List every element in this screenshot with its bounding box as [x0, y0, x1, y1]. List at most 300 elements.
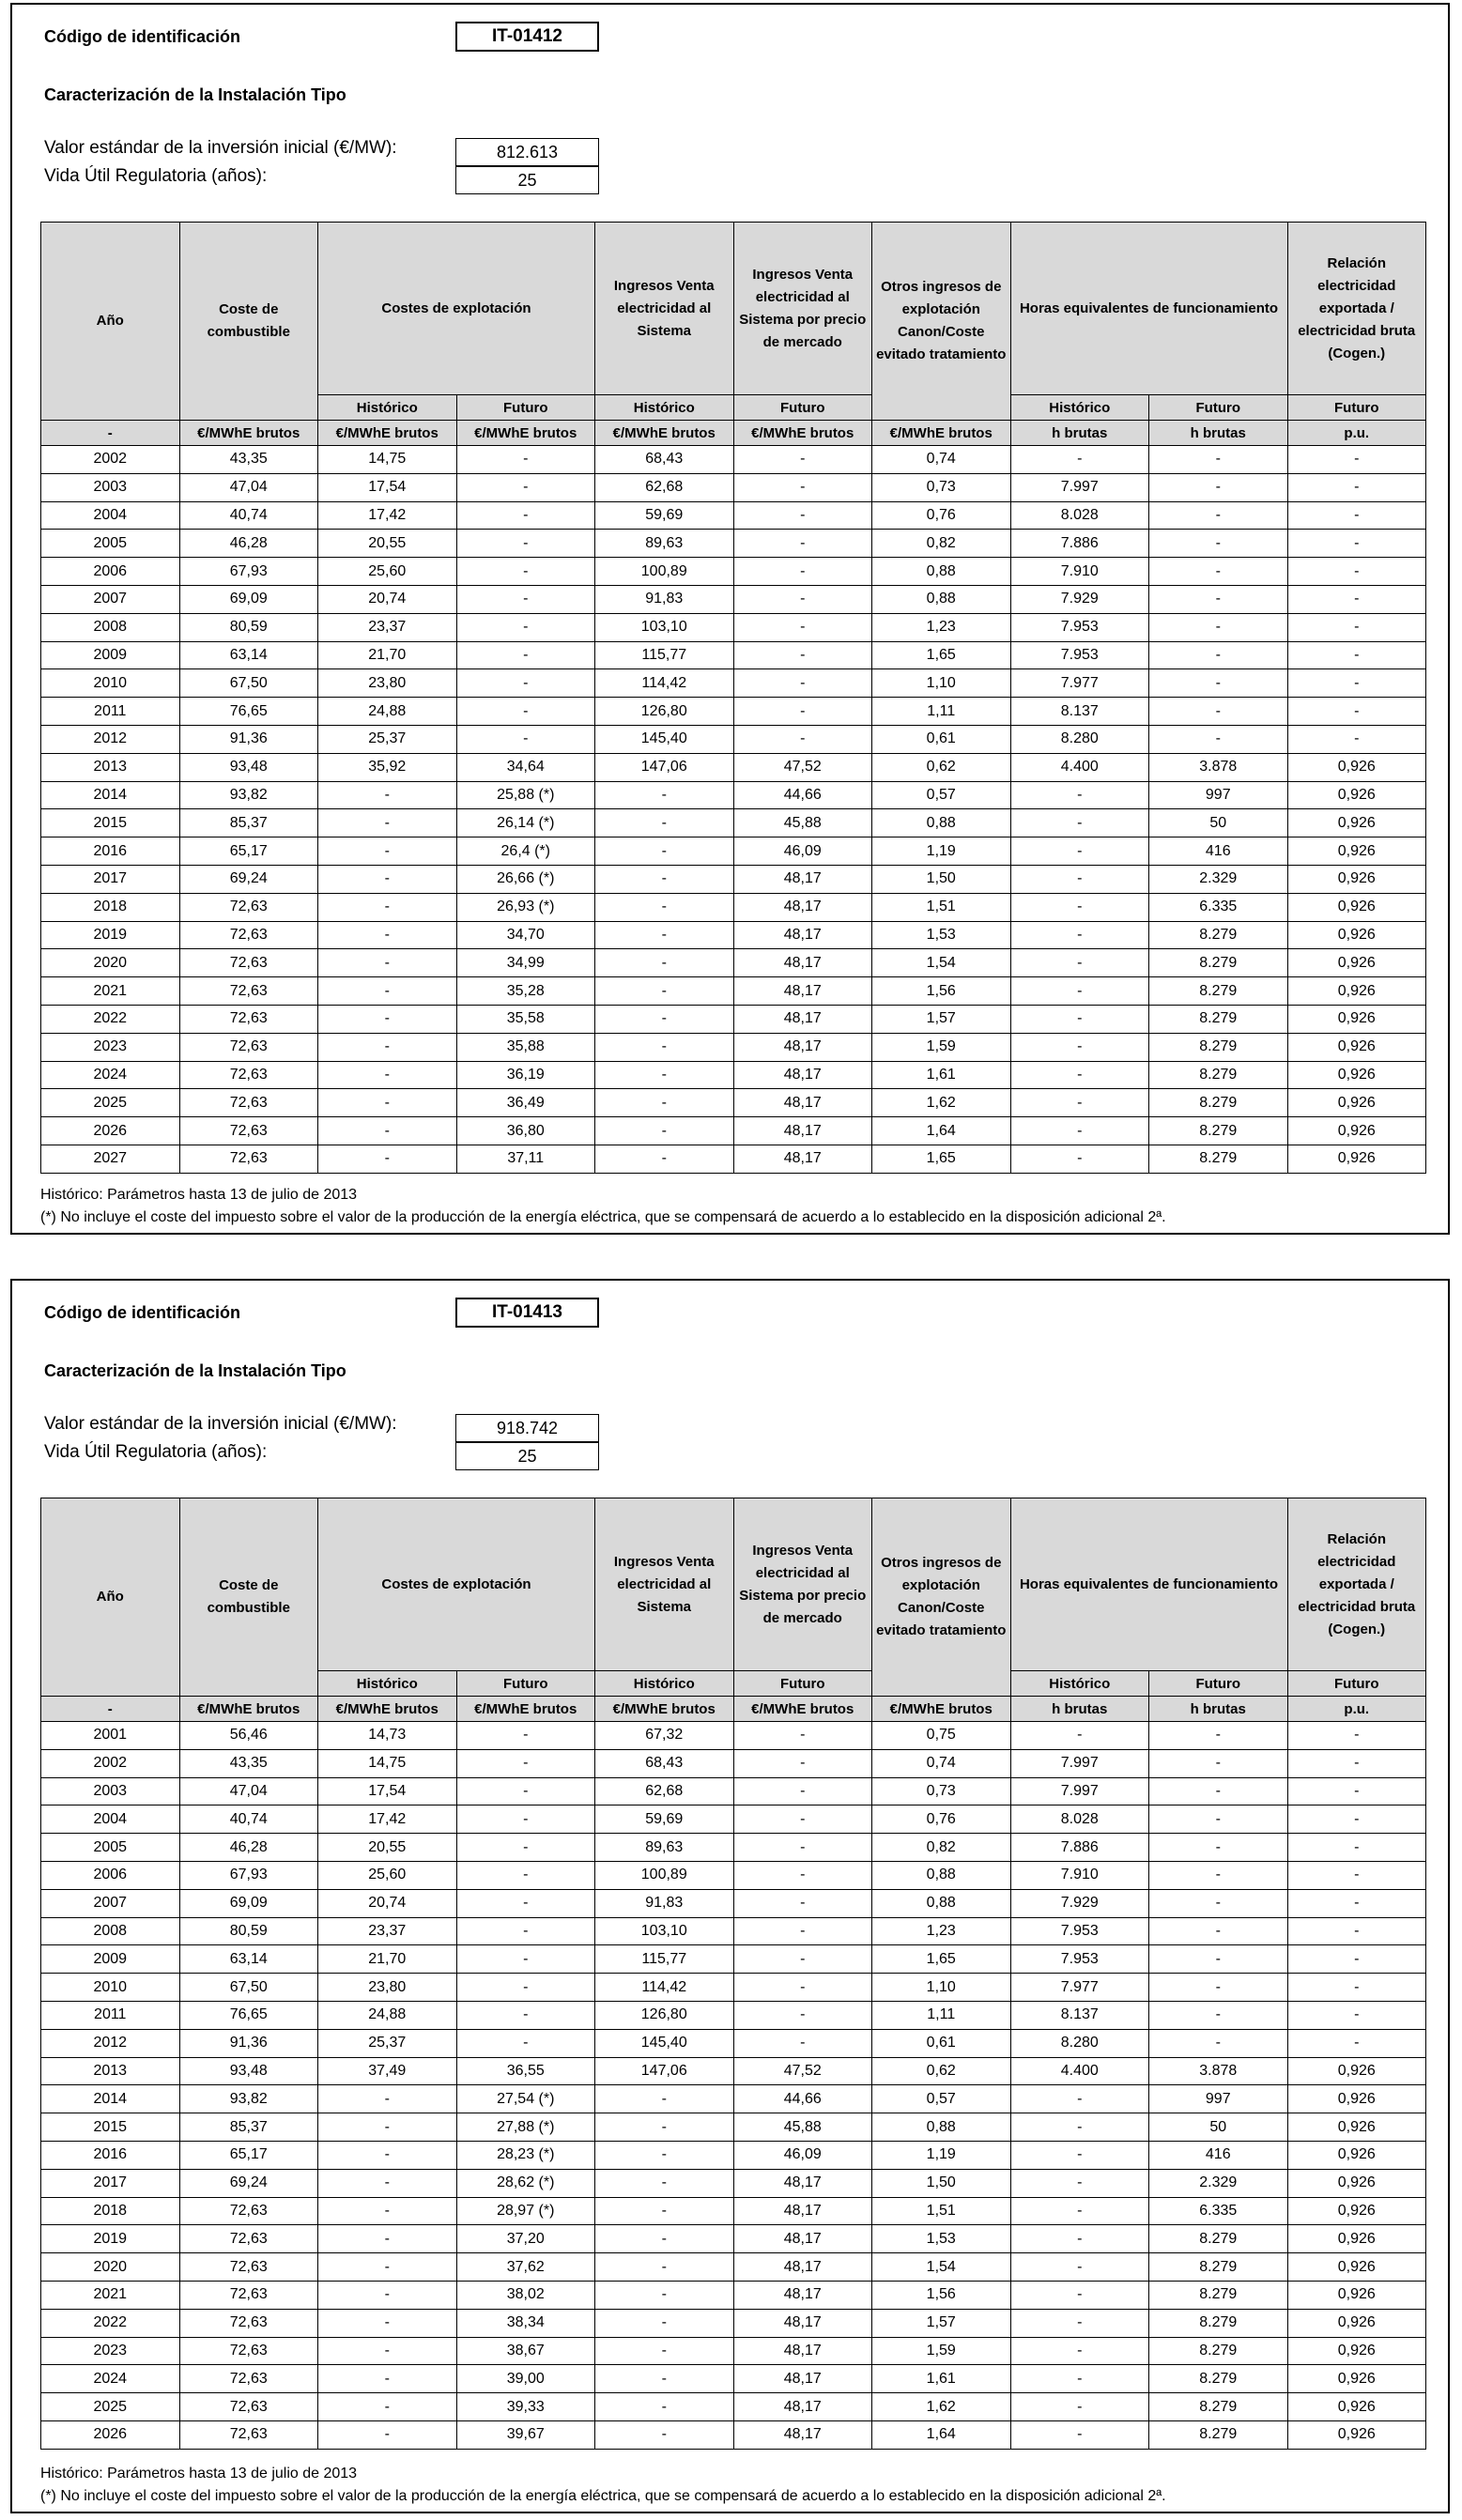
table-cell: 76,65	[179, 2001, 318, 2029]
table-cell: 1,64	[872, 2420, 1011, 2449]
table-cell: 36,55	[456, 2057, 595, 2085]
table-cell: 6.335	[1149, 893, 1288, 921]
table-cell: 44,66	[733, 2085, 872, 2113]
table-cell: 7.886	[1010, 530, 1149, 558]
table-cell: 0,926	[1287, 2169, 1426, 2197]
table-cell: 2017	[41, 865, 180, 893]
table-cell: 2006	[41, 1861, 180, 1889]
table-cell: 2026	[41, 2420, 180, 2449]
table-cell: 2018	[41, 2197, 180, 2225]
table-cell: 72,63	[179, 2365, 318, 2393]
table-row	[41, 2029, 1426, 2057]
table-cell: 0,926	[1287, 2281, 1426, 2309]
col-unit: h brutas	[1149, 1697, 1288, 1722]
table-cell: 89,63	[595, 530, 734, 558]
col-header-other-income: Otros ingresos de explotación Canon/Coste evitado tratamiento	[872, 1498, 1011, 1697]
table-cell: 114,42	[595, 1974, 734, 2002]
table-cell: -	[318, 1117, 457, 1145]
table-row	[41, 921, 1426, 949]
table-row	[41, 585, 1426, 613]
col-subheader: Futuro	[1287, 1671, 1426, 1697]
table-row	[41, 977, 1426, 1006]
table-cell: 0,926	[1287, 2057, 1426, 2085]
table-cell: -	[318, 2281, 457, 2309]
table-cell: 1,62	[872, 1089, 1011, 1117]
life-label: Vida Útil Regulatoria (años):	[44, 1442, 268, 1462]
table-cell: 0,88	[872, 558, 1011, 586]
table-cell: -	[456, 1861, 595, 1889]
table-cell: 38,34	[456, 2309, 595, 2337]
table-cell: 8.279	[1149, 2253, 1288, 2282]
table-cell: 24,88	[318, 2001, 457, 2029]
table-cell: 72,63	[179, 1061, 318, 1089]
table-cell: 20,55	[318, 1834, 457, 1862]
table-cell: 0,926	[1287, 2225, 1426, 2253]
table-cell: -	[318, 2113, 457, 2142]
table-cell: 36,80	[456, 1117, 595, 1145]
table-cell: -	[733, 698, 872, 726]
table-cell: -	[318, 949, 457, 977]
table-cell: 91,83	[595, 585, 734, 613]
table-row	[41, 2309, 1426, 2337]
table-cell: 8.279	[1149, 1061, 1288, 1089]
col-header-year: Año	[41, 223, 180, 421]
table-cell: 1,54	[872, 949, 1011, 977]
table-cell: 63,14	[179, 641, 318, 669]
table-cell: 1,61	[872, 1061, 1011, 1089]
table-cell: -	[1010, 2085, 1149, 2113]
table-cell: -	[318, 1005, 457, 1033]
table-cell: -	[1010, 2113, 1149, 2142]
table-cell: -	[595, 2365, 734, 2393]
table-cell: 17,54	[318, 473, 457, 501]
table-row	[41, 1033, 1426, 1061]
table-cell: 100,89	[595, 1861, 734, 1889]
table-cell: 100,89	[595, 558, 734, 586]
table-cell: 2026	[41, 1117, 180, 1145]
table-cell: -	[1010, 1145, 1149, 1173]
installation-panel-2	[10, 1279, 1450, 2513]
table-cell: 27,88 (*)	[456, 2113, 595, 2142]
table-cell: 37,11	[456, 1145, 595, 1173]
table-row	[41, 2169, 1426, 2197]
table-row	[41, 2337, 1426, 2365]
table-cell: -	[733, 1834, 872, 1862]
note-historic: Histórico: Parámetros hasta 13 de julio de 2013	[40, 1187, 358, 1203]
table-cell: -	[733, 2029, 872, 2057]
table-cell: 1,10	[872, 669, 1011, 698]
table-cell: 2024	[41, 2365, 180, 2393]
table-cell: 35,88	[456, 1033, 595, 1061]
table-cell: -	[733, 1805, 872, 1834]
table-cell: 6.335	[1149, 2197, 1288, 2225]
table-cell: -	[1149, 1974, 1288, 2002]
table-cell: -	[1149, 558, 1288, 586]
table-cell: -	[1287, 1834, 1426, 1862]
table-cell: -	[456, 1945, 595, 1974]
table-cell: -	[1287, 1945, 1426, 1974]
table-cell: -	[733, 585, 872, 613]
table-cell: 0,926	[1287, 2420, 1426, 2449]
table-cell: 25,60	[318, 1861, 457, 1889]
table-cell: 8.279	[1149, 1005, 1288, 1033]
table-cell: 2015	[41, 2113, 180, 2142]
table-cell: 69,09	[179, 585, 318, 613]
section-title: Caracterización de la Instalación Tipo	[44, 85, 346, 104]
table-cell: 39,33	[456, 2393, 595, 2421]
table-cell: -	[1010, 2169, 1149, 2197]
table-cell: -	[733, 1889, 872, 1917]
table-cell: -	[1287, 446, 1426, 474]
table-cell: 72,63	[179, 1033, 318, 1061]
table-row	[41, 725, 1426, 753]
table-cell: 0,926	[1287, 2253, 1426, 2282]
col-header-sales-income: Ingresos Venta electricidad al Sistema	[595, 1498, 734, 1671]
table-cell: 43,35	[179, 446, 318, 474]
table-row	[41, 1861, 1426, 1889]
col-header-operating-costs: Costes de explotación	[318, 223, 595, 395]
table-cell: -	[318, 2337, 457, 2365]
table-cell: 72,63	[179, 2197, 318, 2225]
table-cell: 0,926	[1287, 1033, 1426, 1061]
table-cell: 35,58	[456, 1005, 595, 1033]
table-cell: 38,02	[456, 2281, 595, 2309]
table-cell: -	[318, 2420, 457, 2449]
table-cell: -	[1287, 1974, 1426, 2002]
table-cell: 2007	[41, 1889, 180, 1917]
table-cell: 416	[1149, 2141, 1288, 2169]
table-cell: 48,17	[733, 2253, 872, 2282]
col-subheader: Futuro	[733, 1671, 872, 1697]
table-cell: 1,56	[872, 2281, 1011, 2309]
table-cell: -	[318, 2085, 457, 2113]
table-cell: 17,42	[318, 1805, 457, 1834]
table-cell: -	[1010, 837, 1149, 866]
table-cell: 2010	[41, 1974, 180, 2002]
table-row	[41, 1749, 1426, 1777]
table-cell: -	[733, 1945, 872, 1974]
table-cell: -	[1010, 1722, 1149, 1750]
table-cell: 2025	[41, 1089, 180, 1117]
table-cell: -	[1149, 669, 1288, 698]
table-cell: -	[1010, 2420, 1149, 2449]
col-header-ratio: Relación electricidad exportada / electricidad bruta (Cogen.)	[1287, 223, 1426, 395]
table-cell: 47,52	[733, 2057, 872, 2085]
table-row	[41, 530, 1426, 558]
table-cell: -	[318, 809, 457, 837]
table-cell: 89,63	[595, 1834, 734, 1862]
table-cell: -	[733, 1917, 872, 1945]
note-historic: Histórico: Parámetros hasta 13 de julio de 2013	[40, 2466, 358, 2482]
table-cell: -	[595, 2337, 734, 2365]
table-cell: 0,57	[872, 2085, 1011, 2113]
table-cell: 37,20	[456, 2225, 595, 2253]
table-cell: -	[595, 809, 734, 837]
table-cell: 0,926	[1287, 753, 1426, 781]
table-cell: 0,88	[872, 1889, 1011, 1917]
table-cell: -	[318, 1145, 457, 1173]
table-cell: -	[1287, 1722, 1426, 1750]
table-cell: 7.910	[1010, 1861, 1149, 1889]
table-cell: 2005	[41, 1834, 180, 1862]
table-cell: 28,23 (*)	[456, 2141, 595, 2169]
table-cell: 38,67	[456, 2337, 595, 2365]
table-cell: -	[1287, 1805, 1426, 1834]
table-cell: -	[318, 1033, 457, 1061]
table-row	[41, 613, 1426, 641]
table-cell: -	[733, 2001, 872, 2029]
table-cell: 20,74	[318, 1889, 457, 1917]
table-cell: -	[595, 1145, 734, 1173]
table-cell: -	[1287, 1917, 1426, 1945]
table-cell: -	[595, 2169, 734, 2197]
table-cell: 8.279	[1149, 2337, 1288, 2365]
table-cell: -	[318, 2393, 457, 2421]
table-row	[41, 2253, 1426, 2282]
col-unit: h brutas	[1149, 421, 1288, 446]
table-cell: 56,46	[179, 1722, 318, 1750]
table-cell: 997	[1149, 2085, 1288, 2113]
table-cell: 25,37	[318, 725, 457, 753]
table-cell: -	[733, 669, 872, 698]
table-cell: -	[1149, 473, 1288, 501]
table-cell: 8.028	[1010, 501, 1149, 530]
col-subheader: Futuro	[1149, 1671, 1288, 1697]
table-cell: 8.279	[1149, 2309, 1288, 2337]
table-cell: 1,53	[872, 921, 1011, 949]
table-cell: 65,17	[179, 2141, 318, 2169]
table-cell: -	[1287, 558, 1426, 586]
table-cell: -	[318, 2253, 457, 2282]
table-cell: 7.886	[1010, 1834, 1149, 1862]
table-cell: 2014	[41, 2085, 180, 2113]
col-unit: €/MWhE brutos	[595, 421, 734, 446]
table-cell: 4.400	[1010, 753, 1149, 781]
table-cell: 126,80	[595, 2001, 734, 2029]
table-cell: 34,70	[456, 921, 595, 949]
table-cell: -	[1287, 1861, 1426, 1889]
table-cell: -	[733, 1722, 872, 1750]
table-cell: 48,17	[733, 1145, 872, 1173]
table-cell: 2020	[41, 949, 180, 977]
col-subheader: Futuro	[1287, 395, 1426, 421]
table-cell: -	[733, 1777, 872, 1805]
table-cell: 48,17	[733, 1033, 872, 1061]
id-label: Código de identificación	[44, 27, 241, 46]
table-cell: -	[1010, 2393, 1149, 2421]
table-cell: 145,40	[595, 725, 734, 753]
table-cell: 2012	[41, 2029, 180, 2057]
table-cell: 50	[1149, 809, 1288, 837]
table-row	[41, 893, 1426, 921]
table-cell: 147,06	[595, 753, 734, 781]
table-cell: -	[1010, 2337, 1149, 2365]
table-cell: -	[456, 2029, 595, 2057]
table-cell: 17,54	[318, 1777, 457, 1805]
table-row	[41, 781, 1426, 809]
table-cell: 72,63	[179, 2337, 318, 2365]
table-cell: -	[456, 698, 595, 726]
table-row	[41, 1089, 1426, 1117]
table-cell: 39,00	[456, 2365, 595, 2393]
table-cell: 0,62	[872, 753, 1011, 781]
table-cell: 8.279	[1149, 2420, 1288, 2449]
table-cell: 0,82	[872, 1834, 1011, 1862]
table-cell: 67,32	[595, 1722, 734, 1750]
table-cell: 0,926	[1287, 1117, 1426, 1145]
table-cell: 72,63	[179, 2393, 318, 2421]
table-cell: -	[1010, 2309, 1149, 2337]
table-cell: 26,14 (*)	[456, 809, 595, 837]
col-unit: €/MWhE brutos	[872, 421, 1011, 446]
table-cell: 2020	[41, 2253, 180, 2282]
table-cell: 68,43	[595, 1749, 734, 1777]
table-cell: -	[733, 1749, 872, 1777]
table-cell: 24,88	[318, 698, 457, 726]
table-cell: 67,50	[179, 669, 318, 698]
table-cell: 72,63	[179, 2309, 318, 2337]
table-cell: -	[1287, 698, 1426, 726]
table-cell: -	[1010, 865, 1149, 893]
table-cell: -	[456, 1974, 595, 2002]
table-row	[41, 949, 1426, 977]
table-row	[41, 2365, 1426, 2393]
table-cell: 147,06	[595, 2057, 734, 2085]
col-header-other-income: Otros ingresos de explotación Canon/Coste evitado tratamiento	[872, 223, 1011, 421]
table-row	[41, 1974, 1426, 2002]
table-cell: 69,09	[179, 1889, 318, 1917]
table-cell: 103,10	[595, 613, 734, 641]
table-cell: 69,24	[179, 865, 318, 893]
table-cell: 0,926	[1287, 2309, 1426, 2337]
table-cell: 0,76	[872, 501, 1011, 530]
table-cell: 93,48	[179, 2057, 318, 2085]
table-cell: 0,88	[872, 809, 1011, 837]
table-cell: 35,92	[318, 753, 457, 781]
table-cell: 34,64	[456, 753, 595, 781]
table-cell: 67,50	[179, 1974, 318, 2002]
life-label: Vida Útil Regulatoria (años):	[44, 166, 268, 186]
table-cell: 1,57	[872, 1005, 1011, 1033]
note-tax: (*) No incluye el coste del impuesto sobre el valor de la producción de la energía eléctrica, que se compensará de acuerdo a lo establecido en la disposición adicional 2ª.	[40, 2488, 1166, 2504]
table-row	[41, 2281, 1426, 2309]
table-cell: -	[456, 2001, 595, 2029]
table-cell: 0,926	[1287, 977, 1426, 1006]
table-cell: 0,62	[872, 2057, 1011, 2085]
table-cell: 36,49	[456, 1089, 595, 1117]
table-cell: 8.279	[1149, 2225, 1288, 2253]
table-row	[41, 1061, 1426, 1089]
table-cell: 1,64	[872, 1117, 1011, 1145]
col-unit: €/MWhE brutos	[595, 1697, 734, 1722]
table-row	[41, 2085, 1426, 2113]
table-cell: -	[456, 446, 595, 474]
table-cell: 2019	[41, 2225, 180, 2253]
table-cell: -	[456, 1749, 595, 1777]
table-cell: -	[1010, 809, 1149, 837]
table-cell: 0,926	[1287, 949, 1426, 977]
table-cell: 2023	[41, 2337, 180, 2365]
table-cell: 1,51	[872, 893, 1011, 921]
table-cell: -	[1010, 446, 1149, 474]
table-cell: 0,926	[1287, 2337, 1426, 2365]
table-cell: 2006	[41, 558, 180, 586]
table-cell: -	[1010, 781, 1149, 809]
table-cell: -	[1010, 2225, 1149, 2253]
table-cell: -	[318, 2197, 457, 2225]
table-cell: 1,23	[872, 613, 1011, 641]
table-cell: -	[733, 473, 872, 501]
table-cell: -	[1287, 473, 1426, 501]
table-cell: 21,70	[318, 1945, 457, 1974]
table-cell: 20,74	[318, 585, 457, 613]
table-cell: 47,52	[733, 753, 872, 781]
table-cell: -	[1149, 1749, 1288, 1777]
col-unit: h brutas	[1010, 421, 1149, 446]
table-cell: -	[1287, 1889, 1426, 1917]
table-cell: -	[595, 837, 734, 866]
table-row	[41, 446, 1426, 474]
table-cell: 0,73	[872, 1777, 1011, 1805]
table-cell: 14,73	[318, 1722, 457, 1750]
table-cell: 48,17	[733, 2225, 872, 2253]
installation-panel-1	[10, 3, 1450, 1235]
table-cell: 0,74	[872, 446, 1011, 474]
table-cell: 26,4 (*)	[456, 837, 595, 866]
table-cell: 0,926	[1287, 809, 1426, 837]
table-cell: -	[1010, 2253, 1149, 2282]
table-cell: -	[595, 2225, 734, 2253]
table-cell: 115,77	[595, 641, 734, 669]
table-cell: 44,66	[733, 781, 872, 809]
col-header-sales-income-market: Ingresos Venta electricidad al Sistema por precio de mercado	[733, 1498, 872, 1671]
table-cell: 1,11	[872, 698, 1011, 726]
table-cell: 145,40	[595, 2029, 734, 2057]
table-cell: 1,51	[872, 2197, 1011, 2225]
table-row	[41, 501, 1426, 530]
table-cell: 0,88	[872, 1861, 1011, 1889]
table-cell: -	[1010, 921, 1149, 949]
table-cell: -	[1010, 2365, 1149, 2393]
table-cell: 48,17	[733, 1117, 872, 1145]
table-cell: -	[318, 2309, 457, 2337]
table-cell: -	[456, 1889, 595, 1917]
table-cell: 25,37	[318, 2029, 457, 2057]
table-cell: -	[456, 1777, 595, 1805]
table-cell: 69,24	[179, 2169, 318, 2197]
table-cell: 0,926	[1287, 2141, 1426, 2169]
table-cell: -	[1287, 2029, 1426, 2057]
table-row	[41, 837, 1426, 866]
table-cell: -	[733, 641, 872, 669]
table-cell: 8.279	[1149, 949, 1288, 977]
table-cell: 1,56	[872, 977, 1011, 1006]
table-cell: 8.279	[1149, 1033, 1288, 1061]
table-cell: -	[1010, 977, 1149, 1006]
table-cell: 7.953	[1010, 641, 1149, 669]
table-cell: -	[318, 2225, 457, 2253]
investment-label: Valor estándar de la inversión inicial (€/MW):	[44, 1414, 397, 1434]
table-cell: 25,88 (*)	[456, 781, 595, 809]
table-cell: -	[595, 1089, 734, 1117]
table-cell: 48,17	[733, 2420, 872, 2449]
table-cell: 0,926	[1287, 921, 1426, 949]
table-cell: 72,63	[179, 2253, 318, 2282]
table-cell: 48,17	[733, 977, 872, 1006]
table-cell: 59,69	[595, 1805, 734, 1834]
table-cell: 23,37	[318, 1917, 457, 1945]
table-cell: 1,62	[872, 2393, 1011, 2421]
